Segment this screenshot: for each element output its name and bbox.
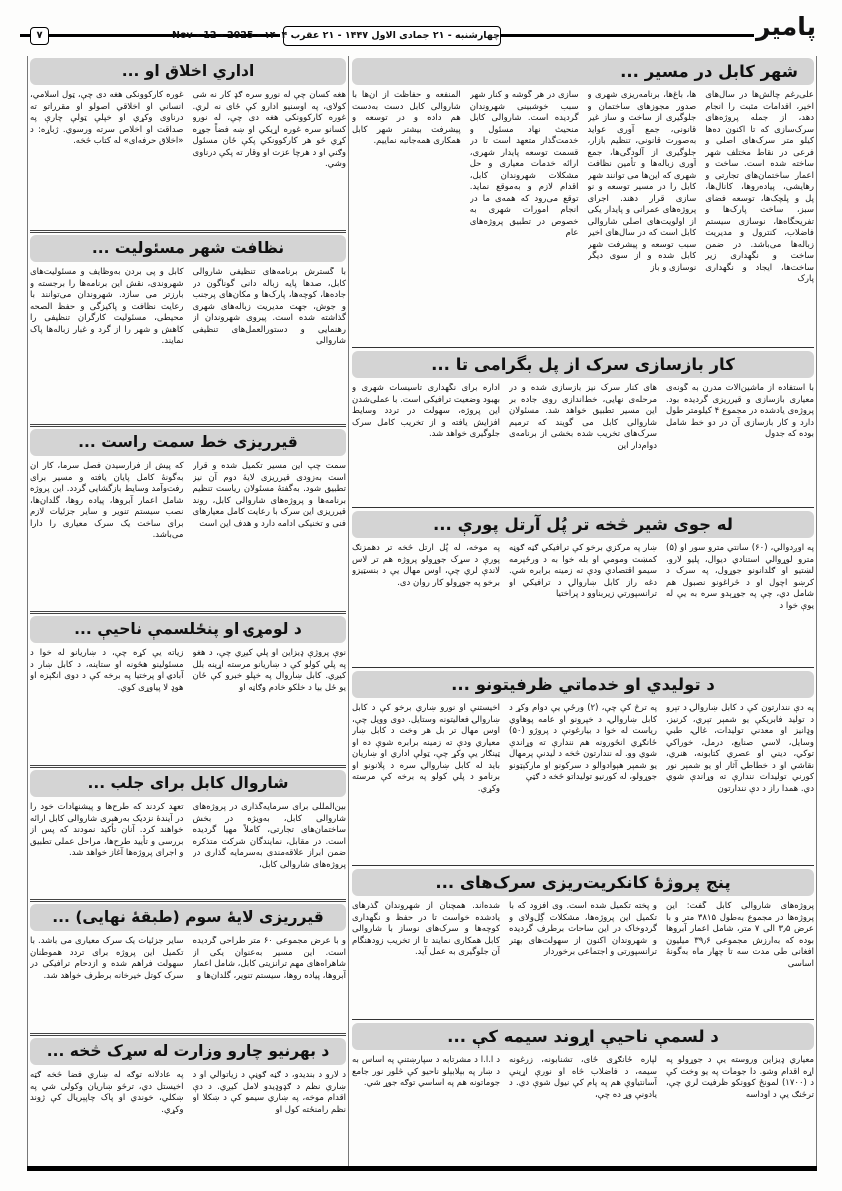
article-headline: کار بازسازی سرک از پل بگرامی تا ... (352, 351, 814, 378)
article-column: و با عرض مجموعی ۶۰ متر طراحی گردیده است. این مسیر به‌عنوان یکی از شاهراه‌های مهم ترانزیتی کابل، شامل اعمار آبروها، پیاده روها، سیستم تنویر، گلدان‌ها و (192, 936, 346, 981)
article-separator (352, 507, 814, 509)
article (30, 770, 346, 897)
article-headline: له جوی شیر څخه تر پُل آرتل پورې ... (352, 511, 814, 538)
article-column: سمت چپ این مسیر تکمیل شده و قرار است به‌زودی قیرریزی لایهٔ دوم آن نیز تطبیق شود. به‌گفتهٔ مسئولان ریاست تنظیم برنامه‌ها و پروژه‌های شاروالی کابل، روند قیرریزی این سرک با رعایت کامل معیارهای فنی و تخنیکی ادامه دارد و هدف این است (192, 461, 346, 529)
article-column: اخیستنې او نورو ښاري برخو کې د کابل ښاروالۍ فعالیتونه وستایل. دوی وویل چې، اوس مهال تر بل هر وخت د کابل ښار معیاري ودې ته زمینه برابره شوې ده او ټینګار یې وکړ چې، ټولې اداري او ښاریان باید له کابل ښاروالۍ سره د پلانونو او برنامو د پلي کولو په برخه کې مرسته وکړي. (352, 703, 500, 794)
left-edge-rule (27, 56, 28, 1169)
article-separator (30, 611, 346, 614)
article-headline: قیرریزی خط سمت راست ... (30, 429, 346, 456)
article-column: علی‌رغم چالش‌ها در سال‌های اخیر، اقدامات مثبت را انجام دهد، از جمله پروژه‌های سرک‌سازی که تا اکنون ده‌ها کیلو متر سرک‌های اصلی و فرعی در نقاط مختلف شهر ساخته شده است. ساخت و اعمار ساختمان‌های تجارتی و رهایشی، پیاده‌روها، کانال‌ها، پل و پلچک‌ها، توسعه فضای سبز، ساخت پارک‌ها و تفریحگاه‌ها، نوسازی سیستم فاضلاب، کنترول و مدیریت زباله‌ها می‌باشد. در ضمن ساخت و نگهداری زیر ساخت‌ها، ایجاد و نگهداری پارک (705, 90, 814, 284)
article-column: په دې نندارتون کې د کابل ښاروالۍ د تېرو د تولید فابریکې یو شمېر تېري، کرنیز، وډانیز او معدني تولیدات، غالۍ، طبي وسایل، لاسي صنایع، درمل، خوراکي توکي، دیني او عصري کتابونه، هنري، نقاشي او د خطاطۍ آثار او یو شمېر نور کورني تولیدات نندارې ته وړاندې شوي دي. همدا راز د دې نندارتون (666, 703, 814, 794)
article (30, 1038, 346, 1158)
article (30, 904, 346, 1031)
page-number: ۷ (30, 27, 49, 45)
article-column: شده‌اند. همچنان از شهروندان گذرهای یادشده خواست تا در حفظ و نگهداری کوچه‌ها و سرک‌های نوساز با شاروالی کابل همکاری نمایند تا از تخریب زودهنگام آن جلوگیری به عمل آید. (352, 901, 500, 957)
article-separator (352, 667, 814, 669)
article-headline: نظافت شهر مسئولیت ... (30, 235, 346, 262)
article-column: های کنار سرک نیز بازسازی شده و در مرحله‌ی نهایی، خط‌اندازی روی جاده بر این مسیر تطبیق خواهد شد. مسئولان شاروالی کابل می گویند که ترمیم سرک‌های تخریب شده بخشی از برنامه‌ی دوام‌دار این (509, 383, 657, 451)
article (352, 1023, 814, 1141)
article-separator (30, 230, 346, 233)
article-headline: د تولیدي او خدماتي ظرفیتونو ... (352, 671, 814, 698)
article (352, 351, 814, 505)
masthead-logo: پامیر (755, 12, 816, 41)
article-headline: د بهرنیو چارو وزارت له سړک څخه ... (30, 1038, 346, 1065)
article-column: ها، باغ‌ها، برنامه‌ریزی شهری و صدور مجوزهای ساختمان و جلوگیری از ساخت و ساز غیر قانونی، جمع آوری عواید به‌صورت قانونی، تنظیم بازار، جلوگیری از آلودگی‌ها، جمع آوری زباله‌ها و تأمین نظافت شهری که این‌ها می توانند شهر کابل را در مسیر توسعه و نو سازی قرار دهند. اجرای پروژه‌های عمرانی و پایدار یکی از اولویت‌های اصلی شاروالی کابل است که در سال‌های اخیر سبب توسعه و پیشرفت شهر کابل شده و از سوی دیگر نوسازی و باز (587, 90, 697, 273)
article (30, 429, 346, 609)
article-column: که پیش از فرارسیدن فصل سرما، کار آن به‌گونهٔ کامل پایان یافته و مسیر برای رفت‌وآمد وسایط بازگشایی گردد. این پروژه شامل اعمار آبروها، پیاده روها، گلدان‌ها، نصب سیستم تنویر و سایر جزئیات لازم برای ساخت یک سرک معیاری را دارا می‌باشد. (30, 461, 184, 540)
article-column: و پخته تکمیل شده است. وی افزود که با تکمیل این پروژه‌ها، مشکلات گِل‌ولای و گردوخاک در این ساحات برطرف گردیده و شهروندان اکنون از سهولت‌های بهتر ترانسپورتی و اجتماعی برخوردار (509, 901, 657, 957)
article-column: نوې پروژې ډیزاین او پلي کیږي چې، د هغو په پلي کولو کې د ښاریانو مرسته اړینه بلل کیږي. کابل ښاروال په خپلو خبرو کې ځان یو ځل بیا د خلکو خادم وګاڼه او (192, 648, 346, 693)
article-column: المنفعه و حفاظت از آن‌ها با شاروالی کابل دست به‌دست هم داده و در توسعه و پیشرفت بیشتر شهر کابل همکاری همه‌جانبه نماییم. (352, 90, 461, 146)
article-separator (30, 1033, 346, 1036)
left-section (30, 58, 346, 1158)
article (352, 671, 814, 863)
article-headline: د لومړۍ او پنځلسمې ناحیې ... (30, 616, 346, 643)
article-separator (30, 424, 346, 427)
article (30, 616, 346, 763)
article-column: معیاري ډیزاین وروسته یې د جوړولو په اړه اقدام وشو. دا جومات په یو وخت کې د (۱۷۰۰) لمونځ کوونکو ظرفیت لري چې، ترڅنګ یې د اوداسه (666, 1055, 814, 1100)
article (352, 58, 814, 345)
article-column: د لارو د بندیدو، د ګڼه ګوڼې د زیاتوالي او د ښاري نظم د ګډوډیدو لامل کیږي. د دې اقدام موخه، په ښاري سیمو کې د ښکلا او نظم رامنځته کول او (192, 1070, 346, 1115)
article-headline: قیرریزی لایهٔ سوم (طبقهٔ نهایی) ... (30, 904, 346, 931)
article-column: کابل و پی بردن به‌وظایف و مسئولیت‌های شهروندی، نقش این برنامه‌ها را برجسته و بارزتر می سازد. شهروندان می‌توانند با رعایت نظافت و پاکیزگی و حفظ الصحه محیطی، مسئولیت کارگران تنظیفی را کاهش و شهر را از گرد و غبار زباله‌ها پاک نمایند. (30, 267, 184, 346)
article-separator (352, 1019, 814, 1021)
article-separator (30, 765, 346, 768)
article-column: سازی در هر گوشه و کنار شهر سبب خوشبینی شهروندان گردیده است. شاروالی کابل منحیث نهاد مسئول و خدمت‌گذار متعهد است تا در قسمت توسعه پایدار شهری، ارائه خدمات معیاری و حل مشکلات شهروندان کابل، اقدام لازم و به‌موقع نماید. توقع می‌رود که همه‌ی ما در انجام امورات شهری به خصوص در تطبیق پروژه‌های عام (469, 90, 579, 238)
article-column: هغه کسان چې له نورو سره ګډ کار نه شی کولای، په اوسنیو ادارو کې ځای نه لري. غوره کارکوونکی هغه دی چې، له نورو کسانو سره غوره اړیکي او ښه فضاً جوړه کړي څو هر کارکوونکي پکې ځان مسئول وګني او د هرچا عزت او وقار ته پکې درناوی وشي. (192, 90, 346, 169)
article-column: بین‌المللی برای سرمایه‌گذاری در پروژه‌های شاروالی کابل، به‌ویژه در بخش ساختمان‌های تجارتی، کاملاً مهیا گردیده است. در مقابل، نمایندگان شرکت متذکره ضمن ابراز علاقه‌مندی به‌سرمایه گذاری در پروژه‌های شاروالی کابل، (192, 802, 346, 870)
article-column: سایر جزئیات یک سرک معیاری می باشد. با تکمیل این پروژه برای تردد هموطنان سهولت فراهم شده و ازدحام ترافیکی در سرک کوتل خیرخانه برطرف خواهد شد. (30, 936, 184, 981)
article-separator (352, 347, 814, 349)
article-column: غوره کارکوونکی هغه دی چې، ټول اسلامي، انساني او اخلاقي اصولو او مقرراتو ته درناوی وکړي او خپلې ټولې چارې په صداقت او اخلاص سرته ورسوي. ژباړه: د «اخلاق حرفه‌ای» له کتاب څخه. (30, 90, 184, 146)
header-rule (20, 34, 30, 37)
article-column: تعهد کردند که طرح‌ها و پیشنهادات خود را در آیندهٔ نزدیک به‌رهبری شاروالی کابل ارائه خواهند کرد. آنان تأکید نمودند که پس از بررسی و تأیید طرح‌ها، مراحل عملی تطبیق و اجرای پروژه‌ها آغاز خواهد شد. (30, 802, 184, 858)
article-separator (352, 865, 814, 867)
article-column: د ا.ا.ا د مشرتابه د سپارښتنې په اساس به د ښار په بېلابېلو ناحیو کې څلور نور جامع جوماتونه هم په اساسي توګه جوړ شي. (352, 1055, 500, 1088)
article-headline: شهر کابل در مسیر ... (352, 58, 814, 85)
article-column: با گسترش برنامه‌های تنظیفی شاروالی کابل، صدها پایه زباله دانی گوناگون در جاده‌ها، کوچه‌ها، پارک‌ها و مکان‌های پرجنب و جوش، جهت مدیریت زباله‌های شهری گذاشته شده است. پیروی شهروندان از رهنمایی و دستورالعمل‌های تنظیفی شاروالی (192, 267, 346, 346)
right-edge-rule (816, 56, 817, 1169)
bottom-bar (27, 1166, 817, 1171)
article-separator (30, 899, 346, 902)
article-headline: شاروال کابل برای جلب ... (30, 770, 346, 797)
article-column: با استفاده از ماشین‌آلات مدرن به گونه‌ی معیاری بازسازی و قیرریزی گردیده بود. پروژه‌ی یادشده در مجموع ۴ کیلومتر طول دارد و کار بازسازی آن در دو خط شامل بوده که جدول (666, 383, 814, 439)
right-section (352, 58, 814, 1141)
article-column: اداره برای نگهداری تأسیسات شهری و بهبود وضعیت ترافیکی است. با عملی‌شدن این پروژه، سهولت در تردد وسایط افزایش یافته و از تخریب کامل سرک جلوگیری خواهد شد. (352, 383, 500, 439)
article (30, 58, 346, 228)
article-headline: د لسمې ناحیې اړوند سیمه کې ... (352, 1023, 814, 1050)
article-column: په موخه، له پُل آرتل څخه تر دهمزنګ پورې د سړک جوړولو پروژه هم تر لاس لاندې لري چې، اوس مهال یې د بنسټیزو برخو په جوړولو کار روان دی. (352, 543, 500, 588)
middle-column-rule (348, 56, 349, 1169)
article (30, 235, 346, 422)
article-column: پروژه‌های شاروالی کابل گفت: این پروژه‌ها در مجموع به‌طول ۳۸۱۵ متر و با عرض ۳٫۵ الی ۷ متر، شامل اعمار آبروها بوده که به‌ارزش مجموعی ۳۹٫۶ میلیون افغانی طی مدت سه تا چهار ماه به‌گونهٔ اساسی (666, 901, 814, 969)
article (352, 869, 814, 1017)
article-column: ښار په مرکزي برخو کې ترافیکي ګڼه ګوڼه کمښت ومومي او بله خوا به د ورځپرمه سیمو اقتصادي ودې ته زمینه برابره شي. دغه راز کابل ښاروالۍ د ترافیکي او ترانسپورتي زیربناوو د پراختیا (509, 543, 657, 599)
article-headline: پنج پروژهٔ کانکریت‌ریزی سرک‌های ... (352, 869, 814, 896)
article-headline: اداري اخلاق او ... (30, 58, 346, 85)
article (352, 511, 814, 665)
article-column: په اوږدوالي، (۶۰) سانتي مترو سور او (۵) مترو لوړوالي استنادي دیوال، پلیو لارو، لښتیو او ګلدانونو جوړول، په سرک د کرښو اچول او د څراغونو نصبول هم شامل دي، چې په جوړېدو سره به یې له یوې خوا د (666, 543, 814, 611)
date-box: چهارشنبه - ۲۱ جمادی الاول ۱۴۴۷ - ۲۱ عقرب ۱۴۰۴ - Nov - 12 - 2025 (283, 26, 501, 46)
article-column: په ترڅ کې چې، (۲) ورځې یې دوام وکړ د کابل ښاروالۍ، د خپرونو او عامه پوهاوي ریاست له خوا د بیارغونې د پروژو (۵۰) ځانګړي انځورونه هم نندارې ته وړاندې شوي وو. له نندارتون څخه د لیدنې پرمهال یو شمېر هېوادوالو د سرکونو او مارکېټونو جوړولو، له کورنیو تولیداتو څخه د ګټې (509, 703, 657, 782)
article-column: په عادلانه توګه له ښاري فضاً څخه ګټه اخیستل دي، ترڅو ښاریان وکولی شي په ښکلي، خوندي او پاک چاپېریال کې ژوند وکړي. (30, 1070, 184, 1115)
article-column: زیاته یې کړه چې، د ښاریانو له خوا د مسئولینو هڅونه او ستاینه، د کابل ښار د آبادۍ او پرختیا په برخه کې د دوی انګېزه او هوډ لا پیاوړی کوي. (30, 648, 184, 693)
article-column: لپاره ځانګړی ځای، تشنابونه، زرغونه سیمه، د فاضلاب څاه او نورې اړینې آسانتیاوې هم په پام کې نیول شوې دي. د یادونې وړ ده چې، (509, 1055, 657, 1100)
